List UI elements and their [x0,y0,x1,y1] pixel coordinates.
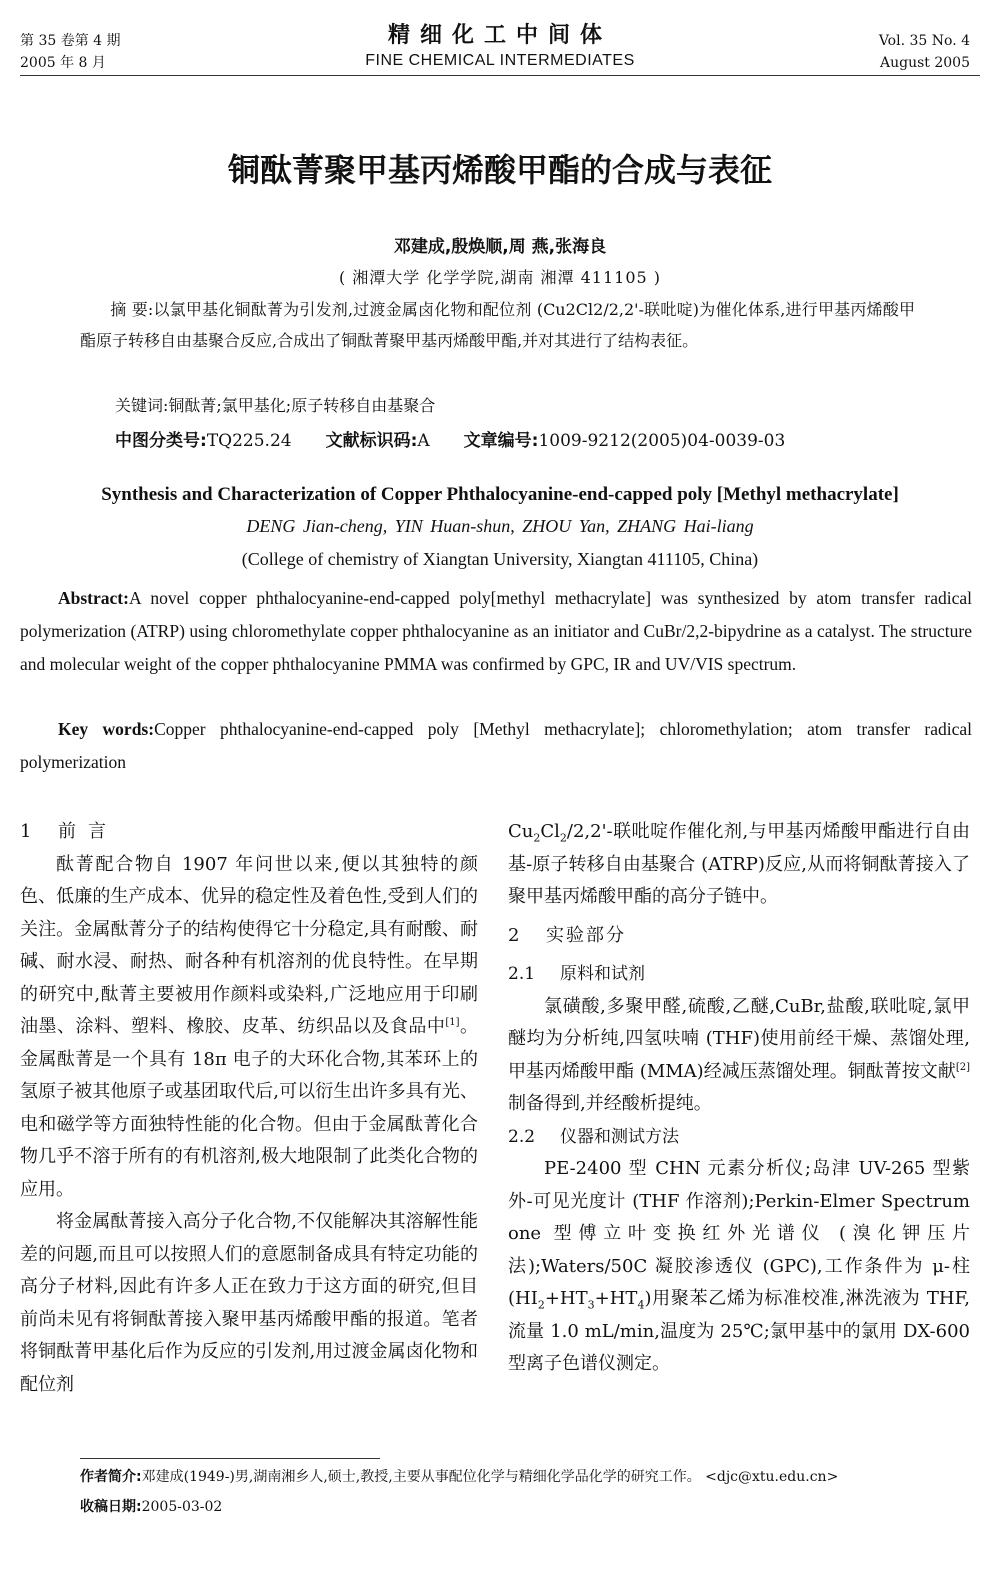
abstract-en-text: A novel copper phthalocyanine-end-capped poly[methyl methacrylate] was synthesized by atom transfer radical polymerization (ATRP) using chloromethylate copper phthalocyanine as an initiator and CuBr/2,2-bipydrine as a catalyst. The structure and molecular weight of the copper phthalocyanine PMMA was confirmed by GPC, IR and UV/VIS spectrum. [20,588,972,674]
date-cn: 2005 年 8 月 [20,55,106,71]
affiliation-en: (College of chemistry of Xiangtan University, Xiangtan 411105, China) [241,549,759,569]
abstract-en-label: Abstract: [58,588,129,608]
keywords-en-label: Key words: [58,719,155,739]
paragraph [508,991,970,1121]
paragraph-text: /2,2'-联吡啶作催化剂,与甲基丙烯酸甲酯进行自由基-原子转移自由基聚合 (ATRP)反应,从而将铜酞菁接入了聚甲基丙烯酸甲酯的高分子链中。 [508,821,970,907]
keywords-en-text: Copper phthalocyanine-end-capped poly [Methyl methacrylate]; chloromethylation; atom transfer radical polymerization [20,719,973,772]
issue-info-en [879,30,970,74]
citation-ref: [1] [445,1017,460,1028]
body-column-right [508,816,970,1381]
abstract-cn-text: 以氯甲基化铜酞菁为引发剂,过渡金属卤化物和配位剂 (Cu2Cl2/2,2'-联吡啶)为催化体系,进行甲基丙烯酸甲酯原子转移自由基聚合反应,合成出了铜酞菁聚甲基丙烯酸甲酯,并对其进行了结构表征。 [80,300,915,350]
abstract-cn [80,294,915,356]
section-2-number: 2 [508,924,520,946]
paragraph-text: 。金属酞菁是一个具有 18π 电子的大环化合物,其苯环上的氢原子被其他原子或基团取代后,可以衍生出许多具有光、电和磁学等方面独特性能的化合物。但由于金属酞菁化合物几乎不溶于所有的有机溶剂,极大地限制了此类化合物的应用。 [20,1016,479,1200]
subscript: 4 [637,1298,645,1312]
volume-cn: 第 35 卷第 4 期 [20,33,121,49]
subscript: 3 [587,1298,595,1312]
section-1-heading [20,816,478,849]
clc-label: 中图分类号: [115,431,207,451]
keywords-cn [115,392,435,420]
header-rule [20,75,980,76]
received-date-footnote [80,1496,222,1518]
paragraph-text: )用聚苯乙烯为标准校准,淋洗液为 THF,流量 1.0 mL/min,温度为 25℃;氯甲基中的氯用 DX-600 型离子色谱仪测定。 [508,1288,970,1374]
doc-code-label: 文献标识码: [325,431,418,451]
paragraph-text: PE-2400 型 CHN 元素分析仪;岛津 UV-265 型紫外-可见光度计 (THF 作溶剂);Perkin-Elmer Spectrum one 型傅立叶变换红外光谱仪 (溴化钾压片法);Waters/50C 凝胶渗透仪 (GPC),工作条件为 μ-柱 (HI [508,1158,970,1309]
paragraph-text: +HT [594,1288,638,1309]
subscript: 2 [559,831,567,845]
volume-en: Vol. 35 No. 4 [878,33,970,49]
subscript: 2 [533,831,541,845]
paragraph-text: 将金属酞菁接入高分子化合物,不仅能解决其溶解性能差的问题,而且可以按照人们的意愿制备成具有特定功能的高分子材料,因此有许多人正在致力于这方面的研究,但目前尚未见有将铜酞菁接入聚甲基丙烯酸甲酯的报道。笔者将铜酞菁甲基化后作为反应的引发剂,用过渡金属卤化物和配位剂 [20,1211,478,1395]
paragraph-text: Cu [508,821,534,842]
doc-code-value: A [417,431,430,451]
author-bio-footnote [80,1466,838,1488]
keywords-cn-text: 铜酞菁;氯甲基化;原子转移自由基聚合 [168,396,436,415]
section-2-heading [508,920,970,953]
abstract-en [20,582,972,681]
paragraph [20,849,478,1207]
classification-line [115,427,785,455]
journal-masthead [0,22,1000,72]
paragraph [508,1153,970,1381]
paragraph-text: Cl [540,821,560,842]
section-2-2-title: 仪器和测试方法 [560,1126,679,1147]
section-2-2-heading [508,1121,970,1154]
subscript: 2 [537,1298,545,1312]
author-bio-text: 邓建成(1949-)男,湖南湘乡人,硕士,教授,主要从事配位化学与精细化学品化学的研究工作。 <djc@xtu.edu.cn> [141,1469,839,1485]
abstract-cn-label: 摘 要: [110,300,154,319]
section-2-1-heading [508,958,970,991]
section-1-number: 1 [20,821,32,842]
body-column-left [20,816,478,1401]
paper-title-en: Synthesis and Characterization of Copper Phthalocyanine-end-capped poly [Methyl methacrylate] [101,484,899,505]
keywords-en [20,713,972,779]
section-2-1-number: 2.1 [508,964,536,984]
authors-cn: 邓建成,殷焕顺,周 燕,张海良 [393,237,607,257]
received-date-label: 收稿日期: [80,1499,142,1515]
date-en: August 2005 [880,55,970,71]
received-date-text: 2005-03-02 [141,1499,223,1515]
paragraph-text: +HT [544,1288,588,1309]
keywords-cn-label: 关键词: [115,396,169,415]
paragraph-text: 酞菁配合物自 1907 年问世以来,便以其独特的颜色、低廉的生产成本、优异的稳定性及着色性,受到人们的关注。金属酞菁分子的结构使得它十分稳定,具有耐酸、耐碱、耐水浸、耐热、耐各种有机溶剂的优良特性。在早期的研究中,酞菁主要被用作颜料或染料,广泛地应用于印刷油墨、涂料、塑料、橡胶、皮革、纺织品以及食品中 [20,853,478,1037]
authors-en: DENG Jian-cheng, YIN Huan-shun, ZHOU Yan, ZHANG Hai-liang [246,516,754,536]
article-number-value: 1009-9212(2005)04-0039-03 [538,431,786,451]
paragraph-continued [508,816,970,914]
citation-ref: [2] [955,1061,970,1073]
paper-title-cn: 铜酞菁聚甲基丙烯酸甲酯的合成与表征 [227,151,772,189]
affiliation-cn: ( 湘潭大学 化学学院,湖南 湘潭 411105 ) [338,268,662,287]
journal-title-cn: 精细化工中间体 [387,23,612,48]
section-2-title: 实验部分 [546,924,626,946]
article-number-label: 文章编号: [463,431,539,451]
section-2-1-title: 原料和试剂 [560,964,645,984]
paragraph-text: 制备得到,并经酸析提纯。 [508,1093,712,1114]
paragraph-text: 氯磺酸,多聚甲醛,硫酸,乙醚,CuBr,盐酸,联吡啶,氯甲醚均为分析纯,四氢呋喃 (THF)使用前经干燥、蒸馏处理,甲基丙烯酸甲酯 (MMA)经减压蒸馏处理。铜酞菁按文献 [508,995,970,1082]
clc-value: TQ225.24 [206,431,292,451]
journal-title-en: FINE CHEMICAL INTERMEDIATES [365,52,635,69]
author-bio-label: 作者简介: [80,1469,142,1485]
paragraph [20,1206,478,1401]
footnote-rule [80,1458,380,1459]
section-1-title: 前言 [58,821,118,842]
section-2-2-number: 2.2 [508,1126,536,1147]
